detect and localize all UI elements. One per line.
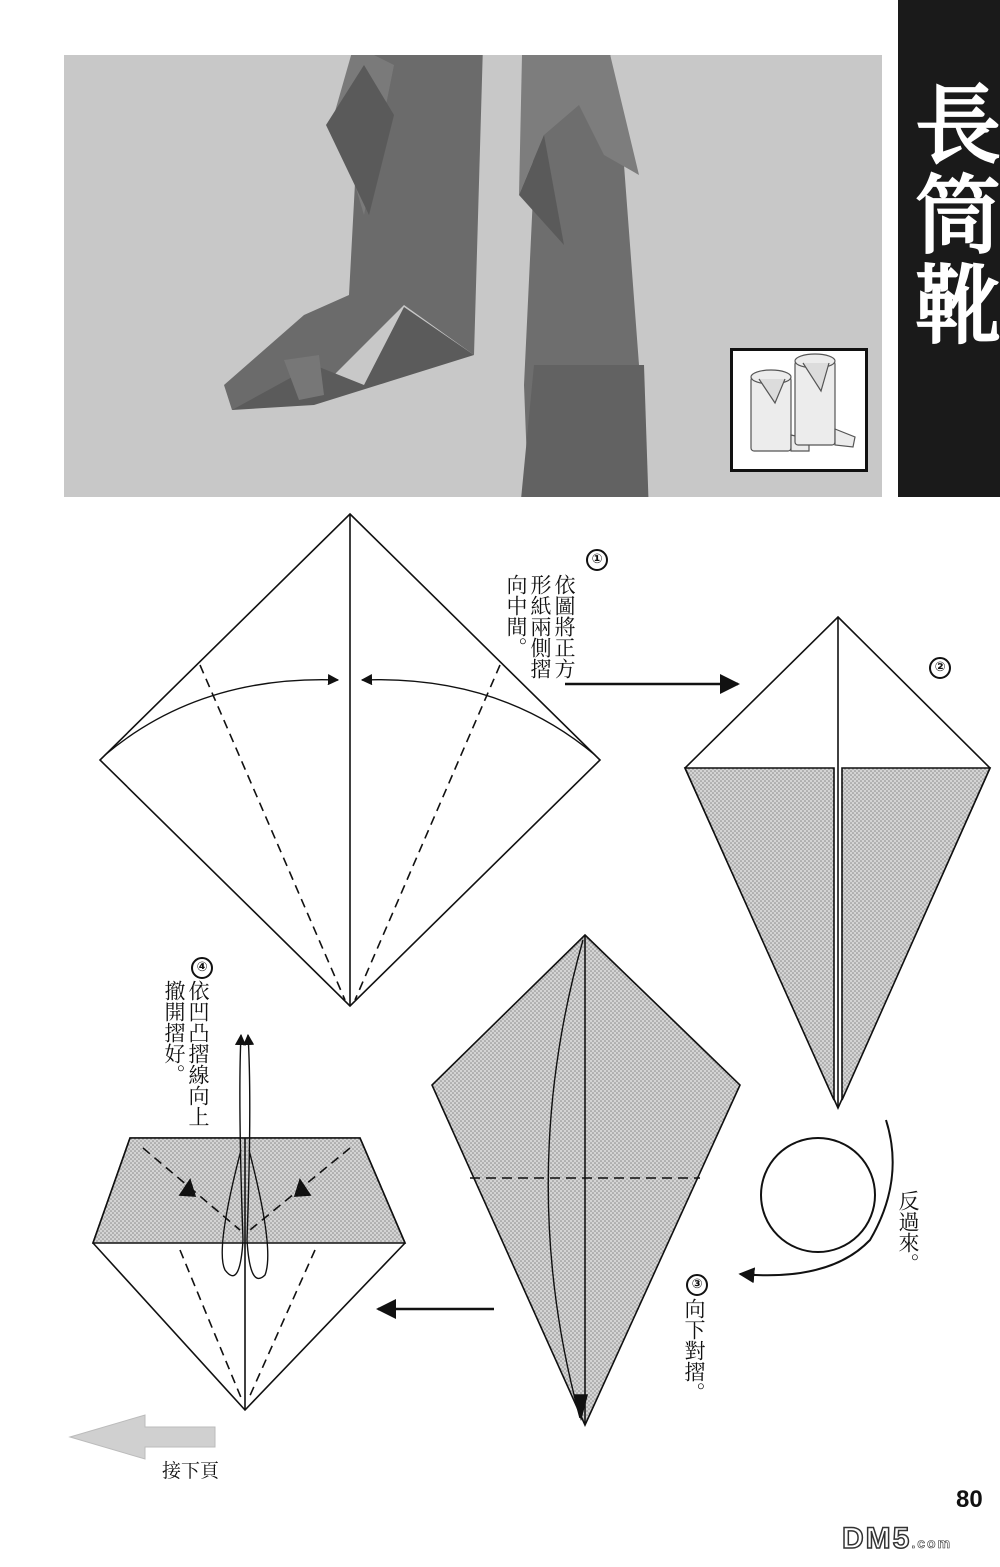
next-page-label: 接下頁: [162, 1460, 220, 1482]
step3-instruction: 向下對摺。: [682, 1298, 706, 1403]
watermark-main: DM5: [842, 1522, 912, 1555]
step2-number: ②: [929, 657, 951, 679]
watermark-suffix: .com: [911, 1535, 953, 1551]
step1-number: ①: [586, 549, 608, 571]
step4-diagram: [93, 1035, 405, 1410]
step4-number: ④: [191, 957, 213, 979]
step1-instruction: 依圖將正方形紙兩側摺向中間。: [504, 574, 576, 679]
step2-diagram: [685, 617, 990, 1108]
step3-number: ③: [686, 1274, 708, 1296]
flip-over-icon: [740, 1120, 893, 1275]
flip-instruction: 反過來。: [896, 1190, 920, 1274]
page-title: 長筒靴: [900, 80, 1000, 350]
step4-instruction: 依凹凸摺線向上撤開摺好。: [162, 980, 210, 1127]
next-page-arrow-icon: [70, 1415, 215, 1459]
page-number: 80: [956, 1486, 983, 1513]
site-watermark: [842, 1522, 952, 1556]
